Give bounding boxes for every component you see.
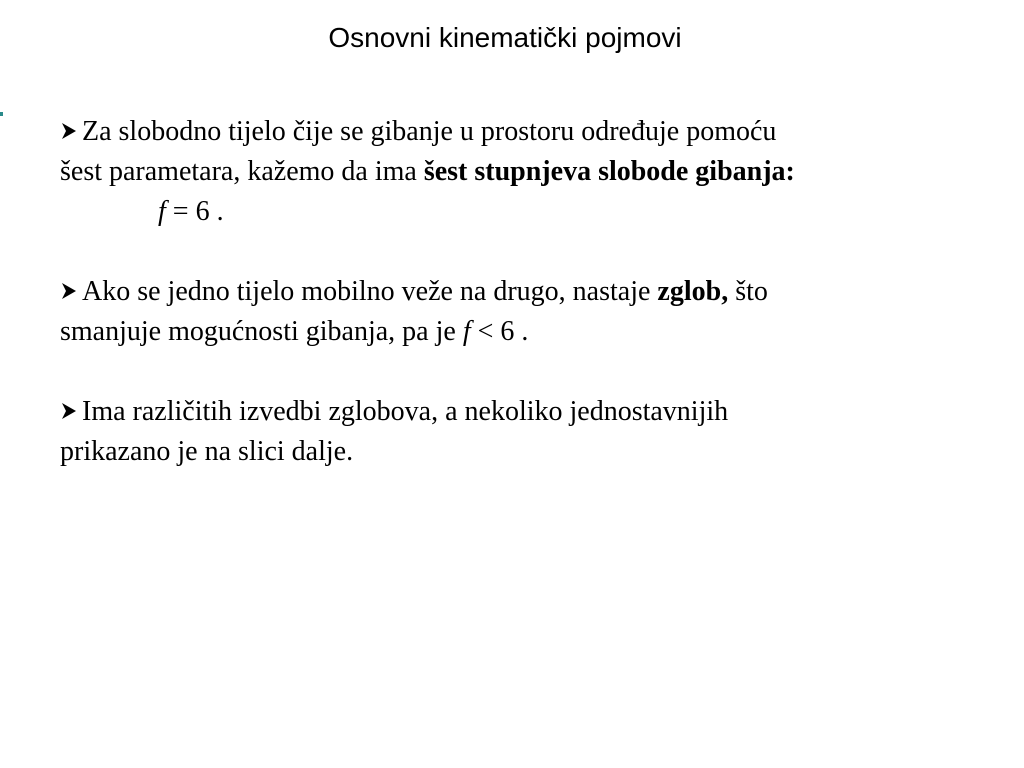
bullet-2 — [60, 272, 960, 352]
bullet-2-line-1: Ako se jedno tijelo mobilno veže na drugo, nastaje — [82, 276, 658, 307]
bullet-3-line-1: Ima različitih izvedbi zglobova, a nekoliko jednostavnijih — [82, 396, 729, 427]
bullet-1-line-1: Za slobodno tijelo čije se gibanje u prostoru određuje pomoću — [82, 116, 777, 147]
formula-variable: f — [158, 196, 166, 227]
page-title: Osnovni kinematički pojmovi — [328, 22, 682, 53]
bullet-1-bold-term: šest stupnjeva slobode gibanja: — [423, 156, 795, 187]
corner-mark — [0, 112, 3, 116]
slide-body — [60, 112, 960, 472]
formula-rest: = 6 . — [165, 196, 224, 227]
bullet-1 — [60, 112, 960, 232]
arrowhead-bullet-icon — [60, 112, 82, 152]
bullet-3-line-2: prikazano je na slici dalje. — [60, 436, 354, 467]
bullet-2-line-2: smanjuje mogućnosti gibanja, pa je — [60, 316, 463, 347]
arrowhead-bullet-icon — [60, 392, 82, 432]
bullet-3 — [60, 392, 960, 472]
bullet-1-line-2: šest parametara, kažemo da ima — [60, 156, 424, 187]
bullet-2-line-1-tail: što — [728, 276, 768, 307]
bullet-2-bold-term: zglob, — [657, 276, 729, 307]
bullet-2-variable: f — [462, 316, 471, 347]
bullet-2-line-2-tail: < 6 . — [470, 316, 529, 347]
bullet-1-formula — [60, 196, 224, 227]
arrowhead-bullet-icon — [60, 272, 82, 312]
